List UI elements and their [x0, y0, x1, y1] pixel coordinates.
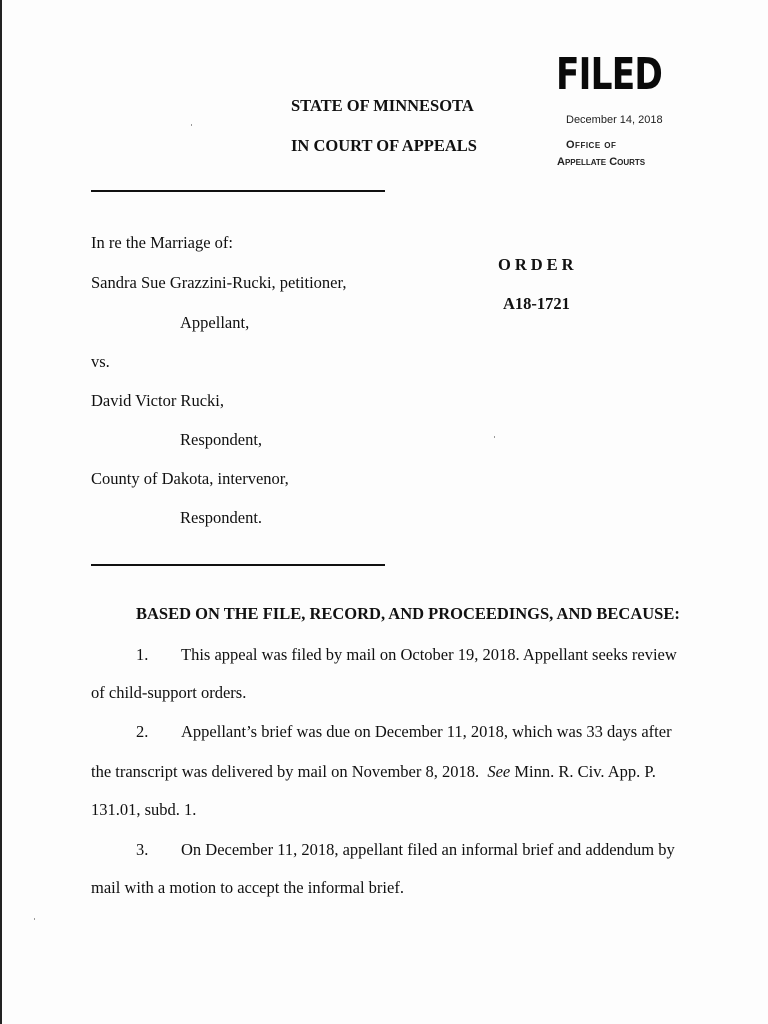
paragraph-2-line-2: [91, 762, 656, 782]
in-re-line: In re the Marriage of:: [91, 233, 234, 252]
paragraph-2-line-2-text: the transcript was delivered by mail on November 8, 2018.: [91, 762, 488, 781]
paragraph-3-line-1: On December 11, 2018, appellant filed an informal brief and addendum by: [181, 840, 675, 859]
scan-edge: [0, 0, 2, 1024]
intervenor-name: County of Dakota, intervenor,: [91, 469, 289, 488]
paragraph-2-number: 2.: [136, 722, 149, 741]
caption-bottom-rule: [91, 564, 385, 566]
paragraph-1-line-1: This appeal was filed by mail on October 19, 2018. Appellant seeks review: [181, 645, 677, 664]
case-number: A18-1721: [503, 294, 570, 313]
order-title: ORDER: [498, 255, 578, 274]
versus: vs.: [91, 352, 110, 371]
petitioner-name: Sandra Sue Grazzini-Rucki, petitioner,: [91, 273, 347, 292]
stamp-office-line1: Office of: [566, 139, 617, 151]
caption-top-rule: [91, 190, 385, 192]
scan-speck: [191, 124, 192, 126]
filed-stamp: FILED: [556, 49, 663, 100]
stamp-office-line2: Appellate Courts: [557, 156, 646, 168]
scan-speck: [494, 436, 495, 438]
respondent-role: Respondent,: [180, 430, 263, 449]
paragraph-2-line-3: 131.01, subd. 1.: [91, 800, 197, 819]
scan-speck: [34, 918, 35, 920]
respondent-name: David Victor Rucki,: [91, 391, 224, 410]
findings-heading: BASED ON THE FILE, RECORD, AND PROCEEDINGS, AND BECAUSE:: [136, 604, 680, 623]
paragraph-2-citation: Minn. R. Civ. App. P.: [510, 762, 656, 781]
paragraph-2-line-1: Appellant’s brief was due on December 11, 2018, which was 33 days after: [181, 722, 672, 741]
state-heading: STATE OF MINNESOTA: [291, 96, 474, 115]
paragraph-3-number: 3.: [136, 840, 149, 859]
appellant-role: Appellant,: [180, 313, 250, 332]
see-signal: See: [487, 762, 511, 781]
court-heading: IN COURT OF APPEALS: [291, 136, 477, 155]
paragraph-1-number: 1.: [136, 645, 149, 664]
paragraph-3-line-2: mail with a motion to accept the informal brief.: [91, 878, 404, 897]
intervenor-role: Respondent.: [180, 508, 263, 527]
paragraph-1-line-2: of child-support orders.: [91, 683, 247, 702]
filed-date: December 14, 2018: [566, 114, 663, 126]
